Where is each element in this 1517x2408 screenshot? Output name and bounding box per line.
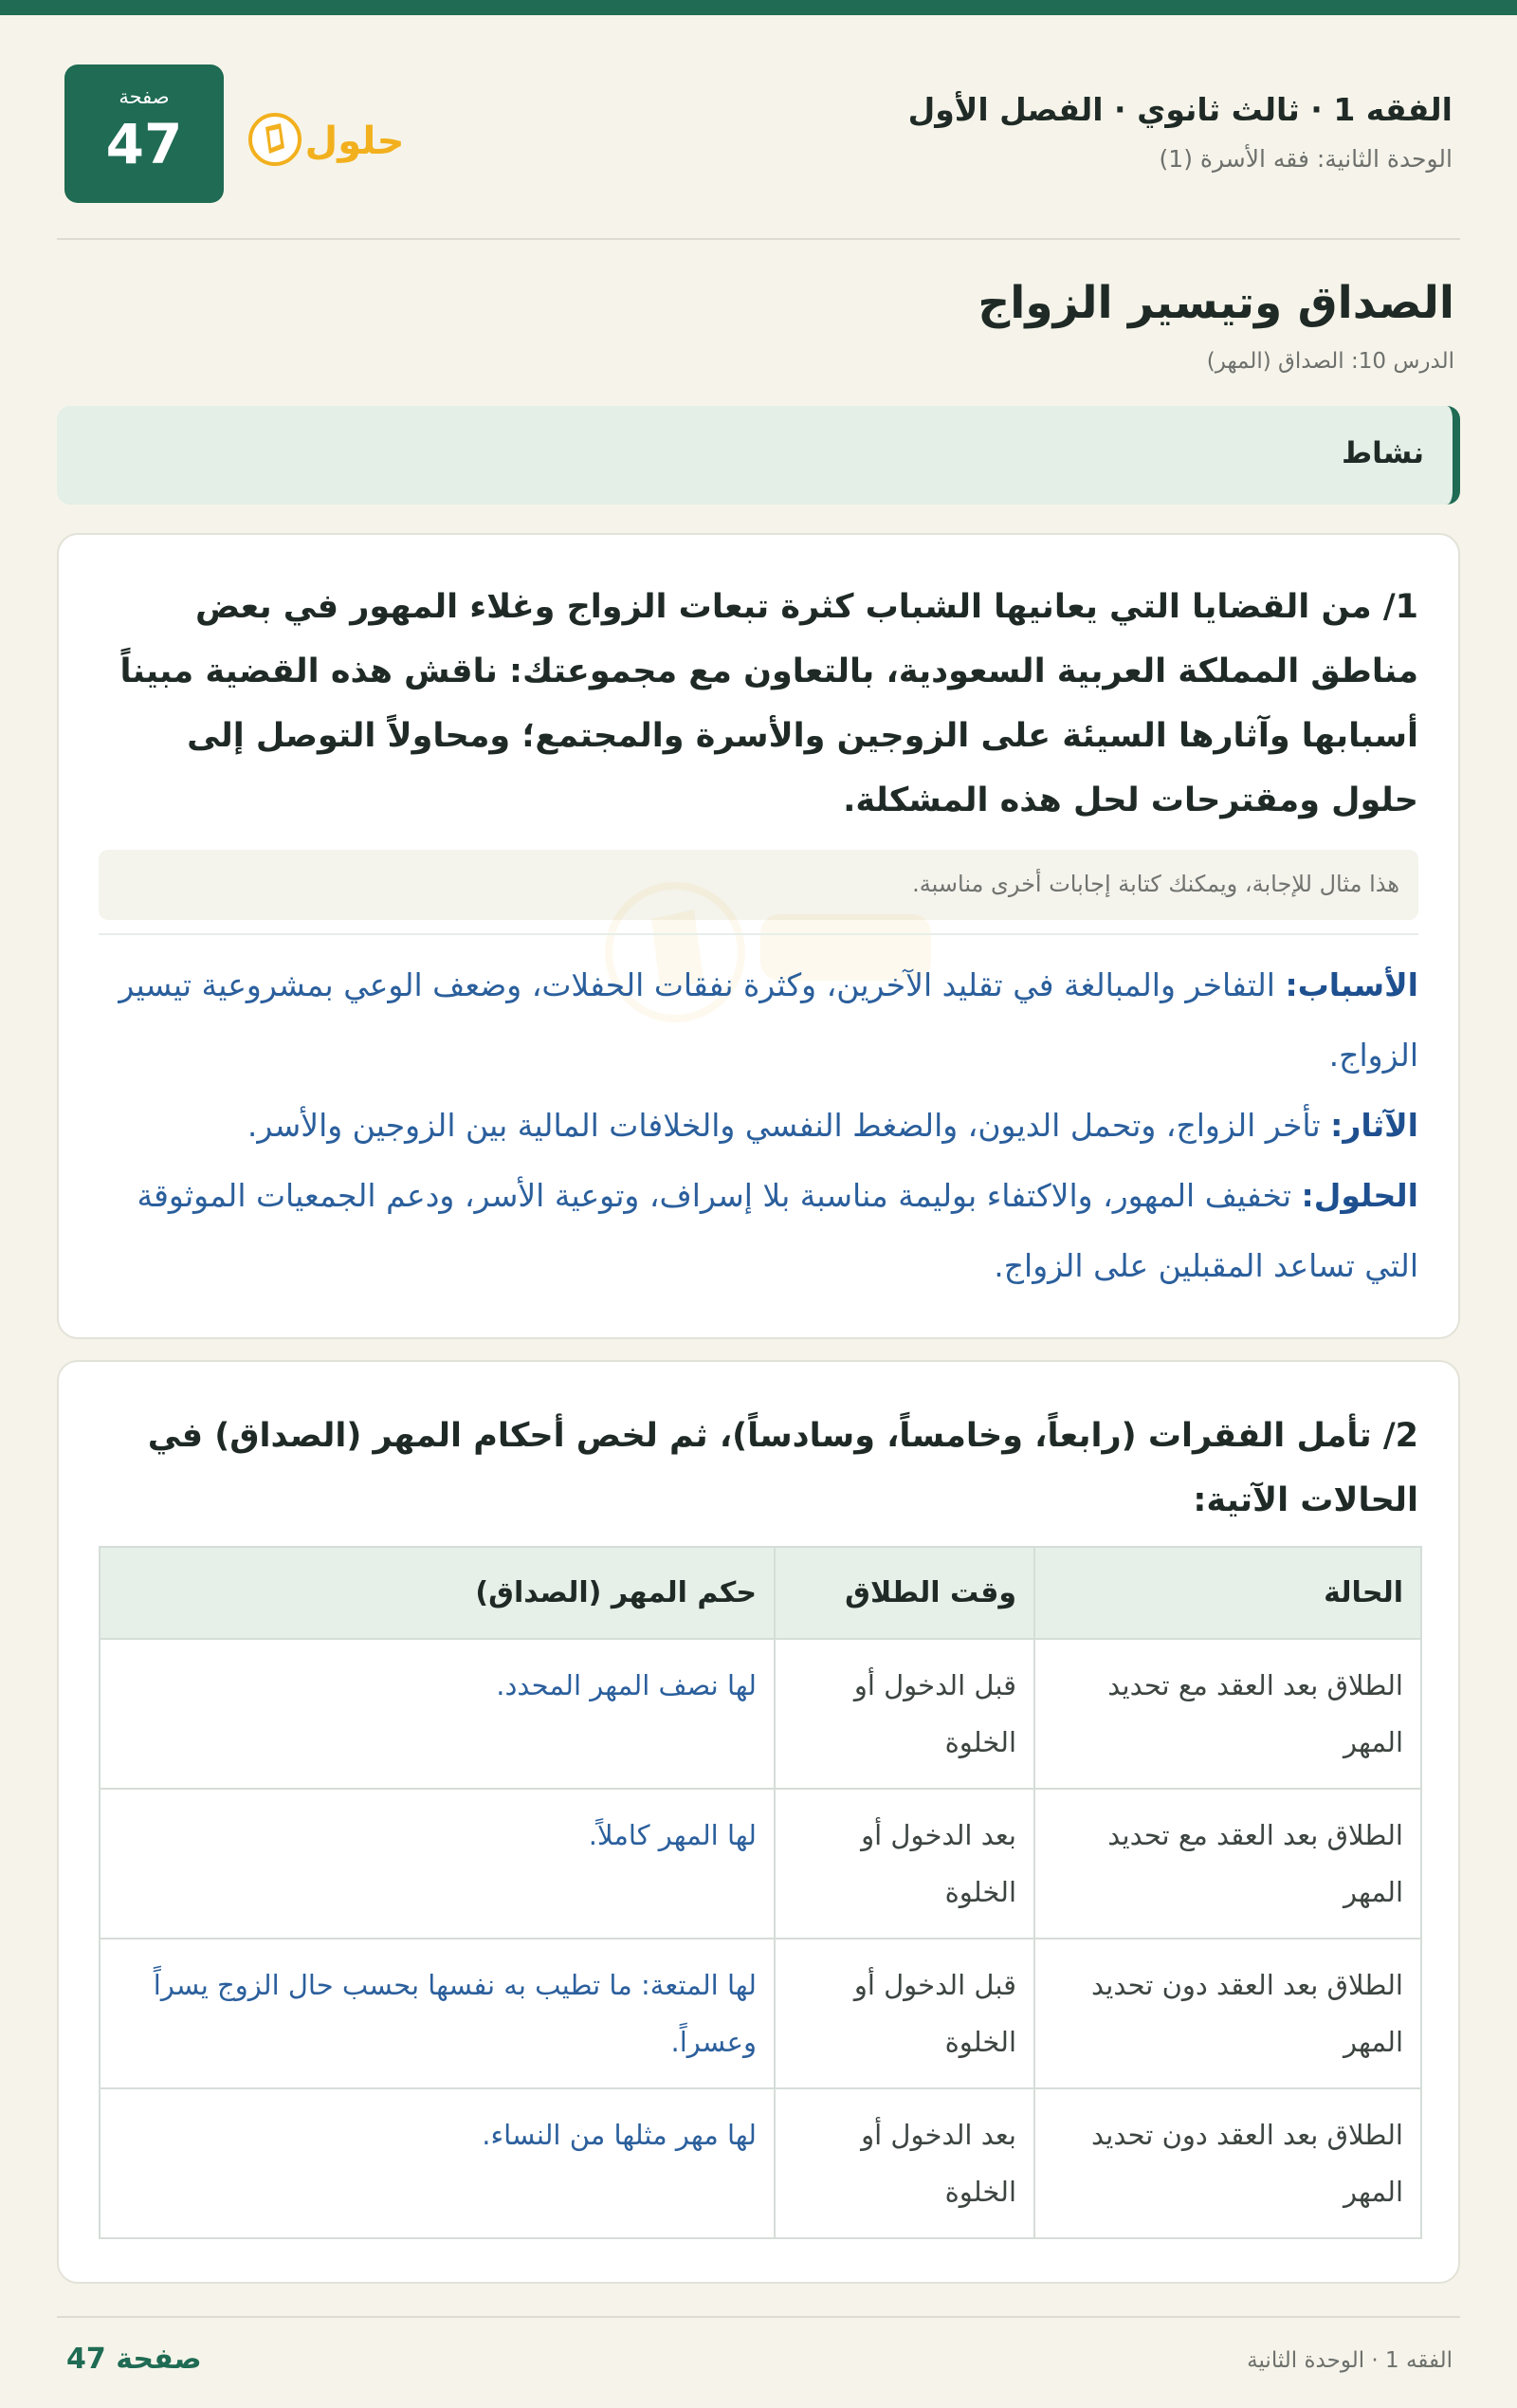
cell-ruling: لها مهر مثلها من النساء.	[100, 2088, 775, 2238]
answer-effects-text: تأخر الزواج، وتحمل الديون، والضغط النفسي والخلافات المالية بين الزوجين والأسر.	[247, 1107, 1321, 1144]
cell-time: قبل الدخول أو الخلوة	[775, 1639, 1034, 1789]
hulul-logo	[248, 106, 410, 173]
activity-label: نشاط	[1341, 436, 1424, 470]
table-row	[100, 1639, 1421, 1789]
logo-text: حلول	[304, 119, 405, 163]
cell-time: بعد الدخول أو الخلوة	[775, 2088, 1034, 2238]
cell-ruling: لها نصف المهر المحدد.	[100, 1639, 775, 1789]
table-row	[100, 1789, 1421, 1939]
cell-case: الطلاق بعد العقد مع تحديد المهر	[1034, 1639, 1421, 1789]
footer-divider	[57, 2316, 1460, 2318]
page-header	[57, 64, 1460, 207]
top-accent-bar	[0, 0, 1517, 15]
page-badge-number: 47	[105, 112, 183, 176]
answer-causes-label: الأسباب:	[1285, 966, 1418, 1003]
answer-solutions-label: الحلول:	[1301, 1177, 1418, 1214]
answer-solutions-text: تخفيف المهور، والاكتفاء بوليمة مناسبة بلا إسراف، وتوعية الأسر، ودعم الجمعيات الموثوقة التي تساعد المقبلين على الزواج.	[137, 1177, 1418, 1284]
answer-note-text: هذا مثال للإجابة، ويمكنك كتابة إجابات أخرى مناسبة.	[912, 871, 1399, 897]
answer-solutions	[99, 1161, 1418, 1301]
answer-effects	[99, 1091, 1418, 1161]
page-badge	[64, 64, 224, 203]
answer-causes-text: التفاخر والمبالغة في تقليد الآخرين، وكثرة نفقات الحفلات، وضعف الوعي بمشروعية تيسير الزواج.	[119, 966, 1418, 1074]
cell-case: الطلاق بعد العقد دون تحديد المهر	[1034, 2088, 1421, 2238]
question-2-text: 2/ تأمل الفقرات (رابعاً، وخامساً، وسادساً)، ثم لخص أحكام المهر (الصداق) في الحالات الآتية:	[147, 1417, 1418, 1519]
answer-effects-label: الآثار:	[1330, 1107, 1418, 1144]
question-1-text: 1/ من القضايا التي يعانيها الشباب كثرة تبعات الزواج وغلاء المهور في بعض مناطق المملكة العربية السعودية، بالتعاون مع مجموعتك: ناقش هذه القضية مبيناً أسبابها وآثارها السيئة على الزوجين والأسرة والمجتمع؛ ومحاولاً التوصل إلى حلول ومقترحات لحل هذه المشكلة.	[119, 588, 1418, 819]
question-2-card	[57, 1360, 1460, 2284]
footer-page-number: صفحة 47	[66, 2343, 202, 2376]
answer-causes	[99, 950, 1418, 1091]
cell-ruling: لها المهر كاملاً.	[100, 1789, 775, 1939]
answer-separator	[99, 933, 1418, 935]
table-row	[100, 2088, 1421, 2238]
header-divider	[57, 238, 1460, 240]
cell-time: قبل الدخول أو الخلوة	[775, 1939, 1034, 2088]
activity-banner	[57, 406, 1460, 505]
lesson-title: الصداق وتيسير الزواج	[978, 277, 1454, 329]
logo-icon	[248, 106, 410, 173]
unit-subtitle: الوحدة الثانية: فقه الأسرة (1)	[1159, 145, 1453, 173]
table-header-row	[100, 1547, 1421, 1639]
footer-book-info: الفقه 1 · الوحدة الثانية	[1247, 2348, 1453, 2373]
question-1-card	[57, 533, 1460, 1339]
cell-case: الطلاق بعد العقد مع تحديد المهر	[1034, 1789, 1421, 1939]
cell-case: الطلاق بعد العقد دون تحديد المهر	[1034, 1939, 1421, 2088]
cell-time: بعد الدخول أو الخلوة	[775, 1789, 1034, 1939]
dowry-rulings-table	[99, 1546, 1422, 2239]
column-header-ruling: حكم المهر (الصداق)	[100, 1547, 775, 1639]
cell-ruling: لها المتعة: ما تطيب به نفسها بحسب حال الزوج يسراً وعسراً.	[100, 1939, 775, 2088]
book-title: الفقه 1 · ثالث ثانوي · الفصل الأول	[907, 91, 1453, 128]
page-badge-label: صفحة	[119, 85, 170, 108]
table-row	[100, 1939, 1421, 2088]
header-text	[908, 91, 1453, 173]
lesson-subtitle: الدرس 10: الصداق (المهر)	[1206, 349, 1454, 374]
column-header-case: الحالة	[1034, 1547, 1421, 1639]
column-header-time: وقت الطلاق	[775, 1547, 1034, 1639]
